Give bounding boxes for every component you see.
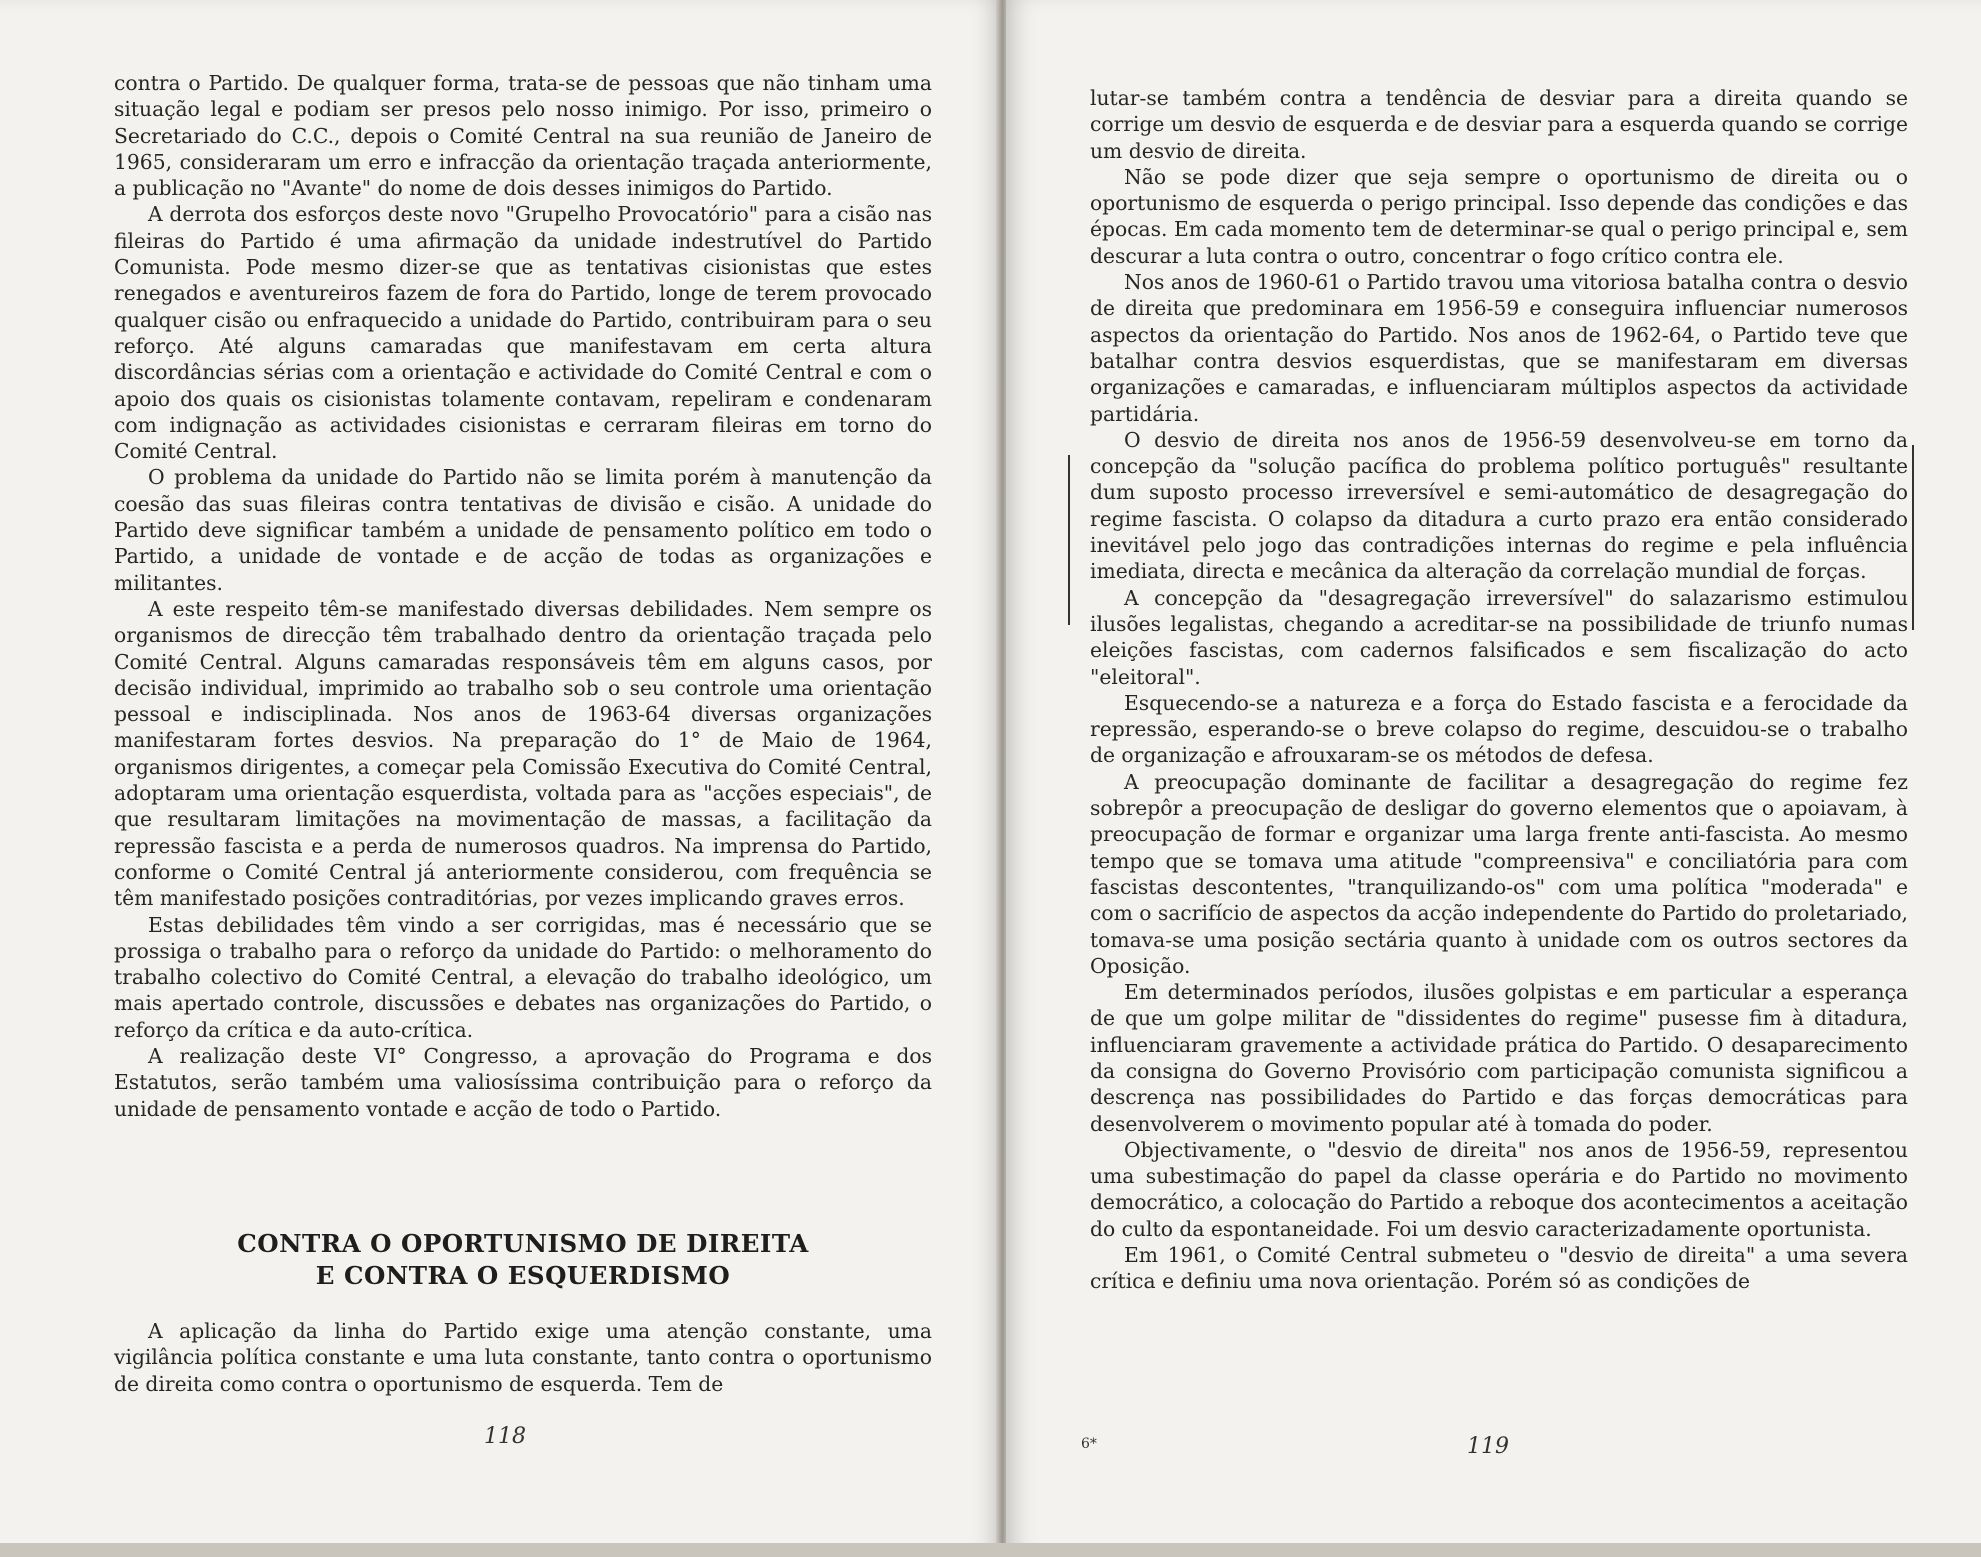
paragraph: O problema da unidade do Partido não se limita porém à manutenção da coesão das suas fileiras contra tentativas de divisão e cisão. A unidade do Partido deve significar também a unidade de pensamento político em todo o Partido, a unidade de vontade e de acção de todas as organizações e militantes. [114,465,932,595]
paragraph: A concepção da "desagregação irreversível" do salazarismo estimulou ilusões legalistas, chegando a acreditar-se na possibilidade de triunfo numas eleições fascistas, com cadernos falsificados e sem fiscalização do acto "eleitoral". [1090,585,1908,689]
paragraph: Objectivamente, o "desvio de direita" nos anos de 1956-59, representou uma subestimação do papel da classe operária e do Partido no movimento democrático, a colocação do Partido a reboque dos acontecimentos a aceitação do culto da espontaneidade. Foi um desvio caracterizadamente oportunista. [1090,1137,1908,1241]
page-number-left: 118 [484,1424,526,1449]
section-heading-line-2: E CONTRA O ESQUERDISMO [315,1261,731,1290]
page-number-right: 119 [1467,1434,1509,1459]
paragraph: Esquecendo-se a natureza e a força do Estado fascista e a ferocidade da repressão, esperando-se o breve colapso do regime, descuidou-se o trabalho de organização e afrouxaram-se os métodos de defesa. [1090,690,1908,768]
paragraph: Não se pode dizer que seja sempre o oportunismo de direita ou o oportunismo de esquerda o perigo principal. Isso depende das condições e das épocas. Em cada momento tem de determinar-se qual o perigo principal e, sem descurar a luta contra o outro, concentrar o fogo crítico contra ele. [1090,164,1908,268]
signature-mark: 6* [1081,1436,1097,1452]
paragraph: Em 1961, o Comité Central submeteu o "desvio de direita" a uma severa crítica e definiu uma nova orientação. Porém só as condições de [1090,1243,1908,1294]
paragraph: A este respeito têm-se manifestado diversas debilidades. Nem sempre os organismos de direcção têm trabalhado dentro da orientação traçada pelo Comité Central. Alguns camaradas responsáveis têm em alguns casos, por decisão individual, imprimido ao trabalho sob o seu controle uma orientação pessoal e indisciplinada. Nos anos de 1963-64 diversas organizações manifestaram fortes desvios. Na preparação do 1° de Maio de 1964, organismos dirigentes, a começar pela Comissão Executiva do Comité Central, adoptaram uma orientação esquerdista, voltada para as "acções especiais", de que resultaram limitações na movimentação de massas, a facilitação da repressão fascista e a perda de numerosos quadros. Na imprensa do Partido, conforme o Comité Central já anteriormente considerou, com frequência se têm manifestado posições contraditórias, por vezes implicando graves erros. [114,596,932,911]
paragraph: lutar-se também contra a tendência de desviar para a direita quando se corrige um desvio de esquerda e de desviar para a esquerda quando se corrige um desvio de direita. [1090,86,1908,163]
right-page [1006,0,1981,1557]
paragraph: Nos anos de 1960-61 o Partido travou uma vitoriosa batalha contra o desvio de direita que predominara em 1956-59 e conseguira influenciar numerosos aspectos da orientação do Partido. Nos anos de 1962-64, o Partido teve que batalhar contra desvios esquerdistas, que se manifestaram em diversas organizações e camaradas, e influenciaram múltiplos aspectos da actividade partidária. [1090,270,1908,426]
paragraph: A aplicação da linha do Partido exige uma atenção constante, uma vigilância política constante e uma luta constante, tanto contra o oportunismo de direita como contra o oportunismo de esquerda. Tem de [114,1319,932,1396]
left-page-body-top [114,70,932,1122]
paragraph: O desvio de direita nos anos de 1956-59 desenvolveu-se em torno da concepção da "solução pacífica do problema político português" resultante dum suposto processo irreversível e semi-automático de desagregação do regime fascista. O colapso da ditadura a curto prazo era então considerado inevitável pelo jogo das contradições internas do regime e pela influência imediata, directa e mecânica da alteração da correlação mundial de forças. [1090,427,1908,584]
section-heading [114,1228,932,1292]
paragraph: A derrota dos esforços deste novo "Grupelho Provocatório" para a cisão nas fileiras do Partido é uma afirmação da unidade indestrutível do Partido Comunista. Pode mesmo dizer-se que as tentativas cisionistas que estes renegados e aventureiros fazem de fora do Partido, longe de terem provocado qualquer cisão ou enfraquecido a unidade do Partido, contribuiram para o seu reforço. Até alguns camaradas que manifestavam em certa altura discordâncias sérias com a orientação e actividade do Comité Central e com o apoio dos quais os cisionistas tolamente contavam, repeliram e condenaram com indignação as actividades cisionistas e cerraram fileiras em torno do Comité Central. [114,202,932,464]
margin-marker-line-right [1912,445,1914,630]
paragraph: Em determinados períodos, ilusões golpistas e em particular a esperança de que um golpe militar de "dissidentes do regime" pusesse fim à ditadura, influenciaram gravemente a actividade prática do Partido. O desaparecimento da consigna do Governo Provisório com participação comunista significou a descrença nas possibilidades do Partido e das forças democráticas para desenvolverem o movimento popular até à tomada do poder. [1090,980,1908,1136]
margin-marker-line [1068,455,1070,625]
left-page-body-bottom [114,1318,932,1397]
paragraph: A realização deste VI° Congresso, a aprovação do Programa e dos Estatutos, serão também uma valiosíssima contribuição para o reforço da unidade de pensamento vontade e acção de todo o Partido. [114,1043,932,1121]
book-bottom-edge [0,1543,1981,1557]
paragraph: Estas debilidades têm vindo a ser corrigidas, mas é necessário que se prossiga o trabalho para o reforço da unidade do Partido: o melhoramento do trabalho colectivo do Comité Central, a elevação do trabalho ideológico, um mais apertado controle, discussões e debates nas organizações do Partido, o reforço da crítica e da auto-crítica. [114,912,932,1042]
paragraph: A preocupação dominante de facilitar a desagregação do regime fez sobrepôr a preocupação de desligar do governo elementos que o apoiavam, à preocupação de formar e organizar uma larga frente anti-fascista. Ao mesmo tempo que se tomava uma atitude "compreensiva" e conciliatória para com fascistas descontentes, "tranquilizando-os" com uma política "moderada" e com o sacrifício de aspectos da acção independente do Partido do proletariado, tomava-se uma posição sectária quanto à unidade com os outros sectores da Oposição. [1090,769,1908,978]
paragraph: contra o Partido. De qualquer forma, trata-se de pessoas que não tinham uma situação legal e podiam ser presos pelo nosso inimigo. Por isso, primeiro o Secretariado do C.C., depois o Comité Central na sua reunião de Janeiro de 1965, consideraram um erro e infracção da orientação traçada anteriormente, a publicação no "Avante" do nome de dois desses inimigos do Partido. [114,71,932,201]
right-page-body [1090,85,1908,1295]
section-heading-line-1: CONTRA O OPORTUNISMO DE DIREITA [237,1229,809,1258]
